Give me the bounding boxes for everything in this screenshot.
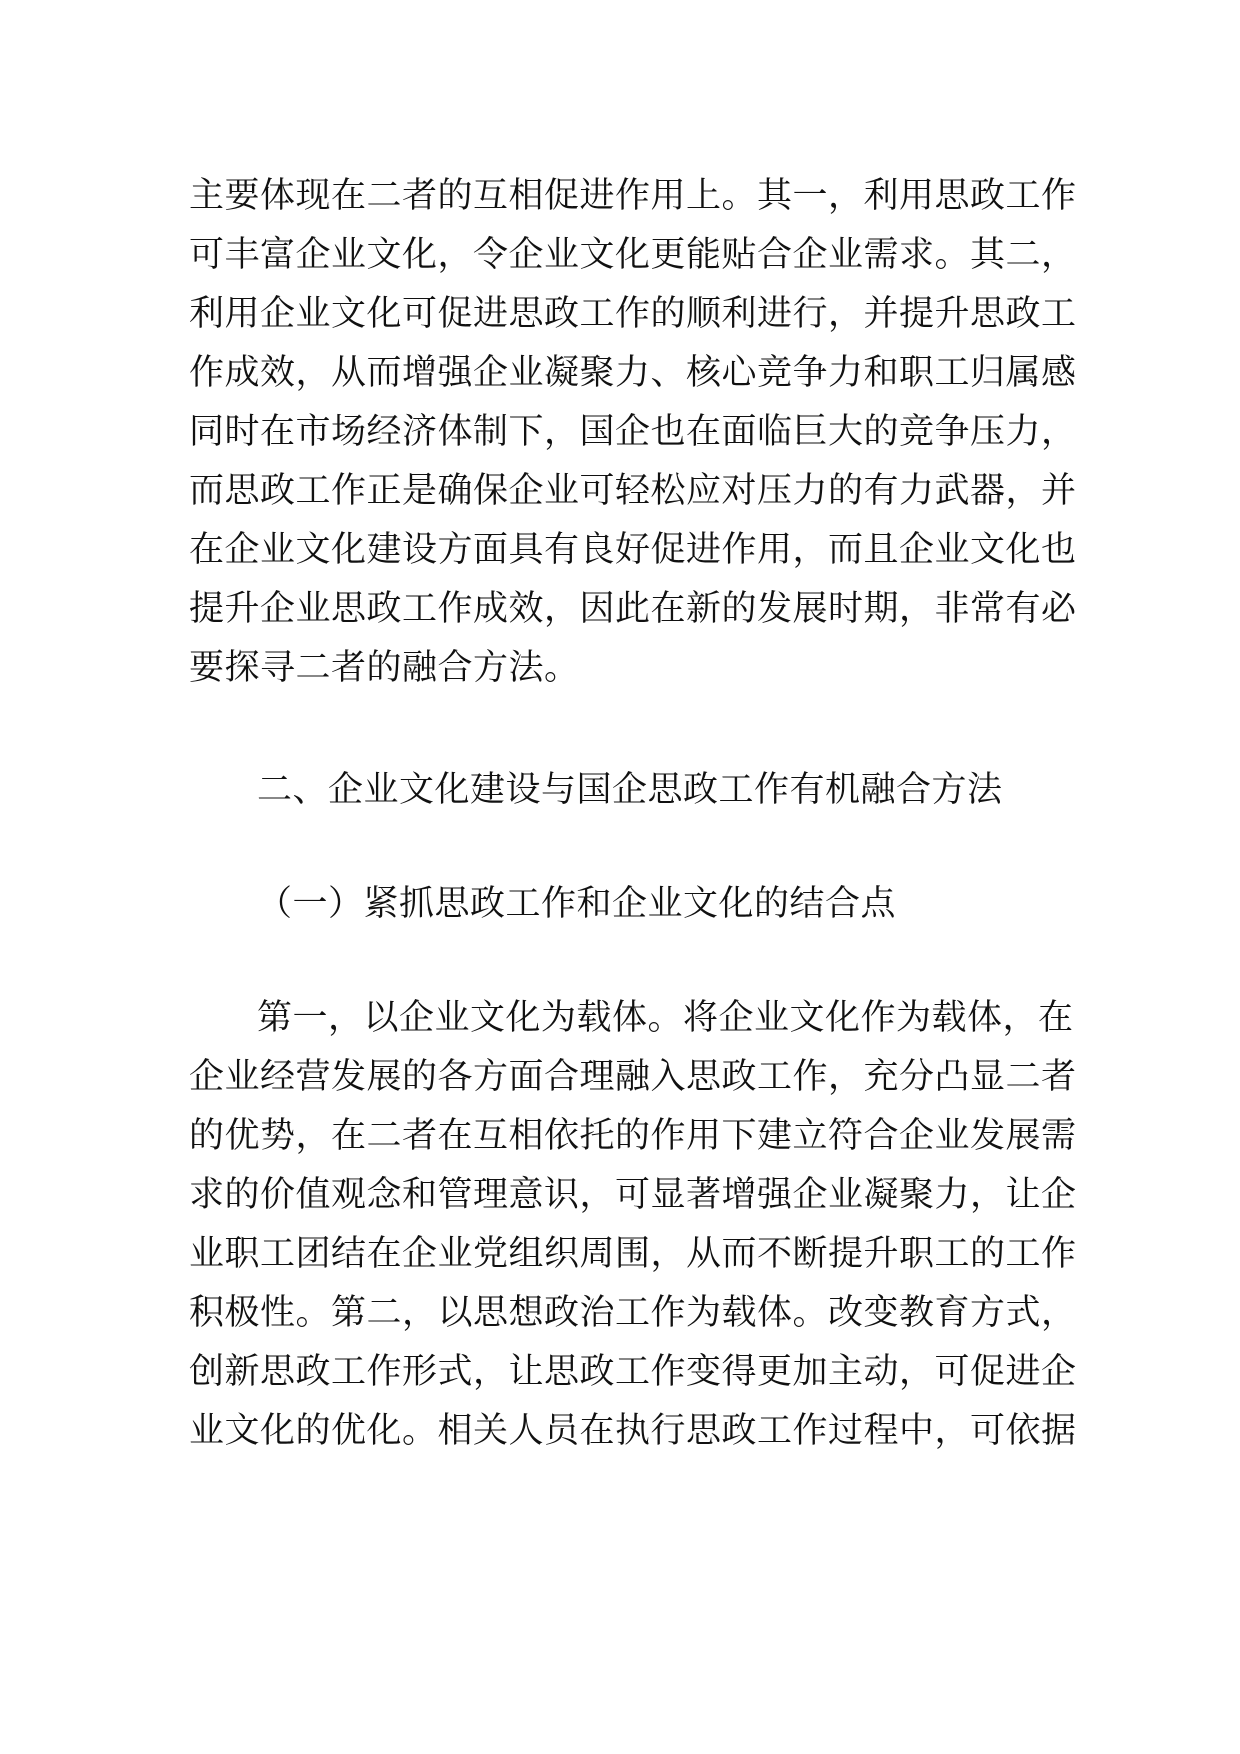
text-line: 业文化的优化。相关人员在执行思政工作过程中，可依据 [189,1411,1077,1451]
text-line: 求的价值观念和管理意识，可显著增强企业凝聚力，让企 [189,1175,1077,1215]
subsection-heading: （一）紧抓思政工作和企业文化的结合点 [257,884,897,924]
text-line: 要探寻二者的融合方法。 [189,648,580,688]
section-heading: 二、企业文化建设与国企思政工作有机融合方法 [257,770,1003,810]
text-line: 主要体现在二者的互相促进作用上。其一，利用思政工作 [189,176,1077,216]
text-line: 的优势，在二者在互相依托的作用下建立符合企业发展需 [189,1116,1077,1156]
text-line: 利用企业文化可促进思政工作的顺利进行，并提升思政工 [189,294,1077,334]
text-line: 可丰富企业文化，令企业文化更能贴合企业需求。其二， [189,235,1077,275]
text-line: 作成效，从而增强企业凝聚力、核心竞争力和职工归属感 [189,353,1077,393]
text-line: 在企业文化建设方面具有良好促进作用，而且企业文化也 [189,530,1077,570]
text-line: 业职工团结在企业党组织周围，从而不断提升职工的工作 [189,1234,1077,1274]
text-line: 提升企业思政工作成效，因此在新的发展时期，非常有必 [189,589,1077,629]
text-line: 同时在市场经济体制下，国企也在面临巨大的竞争压力， [189,412,1077,452]
text-line: 创新思政工作形式，让思政工作变得更加主动，可促进企 [189,1352,1077,1392]
text-line: 而思政工作正是确保企业可轻松应对压力的有力武器，并 [189,471,1077,511]
text-line: 第一，以企业文化为载体。将企业文化作为载体，在 [257,998,1074,1038]
text-line: 企业经营发展的各方面合理融入思政工作，充分凸显二者 [189,1057,1077,1097]
text-line: 积极性。第二，以思想政治工作为载体。改变教育方式， [189,1293,1077,1333]
